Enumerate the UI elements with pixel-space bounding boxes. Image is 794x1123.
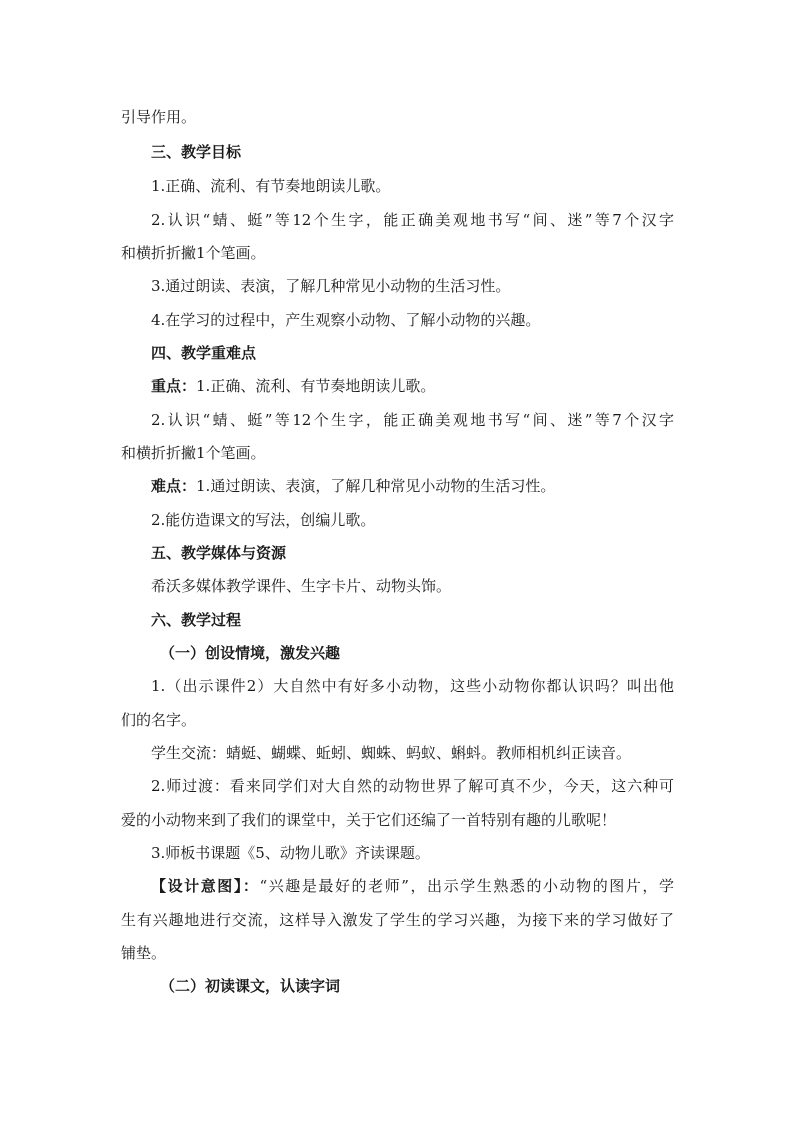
paragraph-line <box>151 376 674 396</box>
paragraph-line: 们的名字。 <box>121 711 197 729</box>
section-heading: 三、教学目标 <box>151 143 242 161</box>
section-heading: 四、教学重难点 <box>151 344 257 362</box>
paragraph-line: 2.师过渡：看来同学们对大自然的动物世界了解可真不少，今天，这六种可 <box>151 777 674 795</box>
design-intent-label: 【设计意图】： <box>151 877 260 895</box>
paragraph-line: 2.认识“蜻、蜓”等12个生字，能正确美观地书写“间、迷”等7个汉字 <box>151 411 674 429</box>
design-intent-text: “兴趣是最好的老师”，出示学生熟悉的小动物的图片，学 <box>259 877 674 895</box>
paragraph-line: 铺垫。 <box>121 944 167 962</box>
paragraph-line: 2.认识“蜻、蜓”等12个生字，能正确美观地书写“间、迷”等7个汉字 <box>151 211 674 229</box>
subsection-heading: （二）初读课文，认读字词 <box>160 977 341 995</box>
key-point-label: 重点： <box>151 377 197 395</box>
paragraph-line: 2.能仿造课文的写法，创编儿歌。 <box>151 511 376 529</box>
paragraph-line: 3.通过朗读、表演，了解几种常见小动物的生活习性。 <box>151 277 511 295</box>
paragraph-line: 3.师板书课题《5、动物儿歌》齐读课题。 <box>151 844 430 862</box>
section-heading: 五、教学媒体与资源 <box>151 544 287 562</box>
paragraph-line: 生有兴趣地进行交流，这样导入激发了学生的学习兴趣，为接下来的学习做好了 <box>121 911 674 929</box>
paragraph-line <box>151 876 674 896</box>
paragraph-line: 和横折折撇1个笔画。 <box>121 444 266 462</box>
paragraph-line <box>151 476 674 496</box>
section-heading: 六、教学过程 <box>151 611 242 629</box>
difficult-point-label: 难点： <box>151 477 197 495</box>
paragraph-line: 引导作用。 <box>121 108 197 126</box>
paragraph-line: 希沃多媒体教学课件、生字卡片、动物头饰。 <box>151 577 452 595</box>
paragraph-line: 爱的小动物来到了我们的课堂中，关于它们还编了一首特别有趣的儿歌呢！ <box>121 811 617 829</box>
key-point-text: 1.正确、流利、有节奏地朗读儿歌。 <box>196 377 436 395</box>
paragraph-line: 和横折折撇1个笔画。 <box>121 244 266 262</box>
subsection-heading: （一）创设情境，激发兴趣 <box>160 644 341 662</box>
paragraph-line: 1.正确、流利、有节奏地朗读儿歌。 <box>151 177 391 195</box>
paragraph-line: 学生交流：蜻蜓、蝴蝶、蚯蚓、蜘蛛、蚂蚁、蝌蚪。教师相机纠正读音。 <box>151 744 632 762</box>
paragraph-line: 4.在学习的过程中，产生观察小动物、了解小动物的兴趣。 <box>151 311 541 329</box>
paragraph-line: 1.（出示课件2）大自然中有好多小动物，这些小动物你都认识吗？叫出他 <box>151 677 674 695</box>
difficult-point-text: 1.通过朗读、表演，了解几种常见小动物的生活习性。 <box>196 477 556 495</box>
